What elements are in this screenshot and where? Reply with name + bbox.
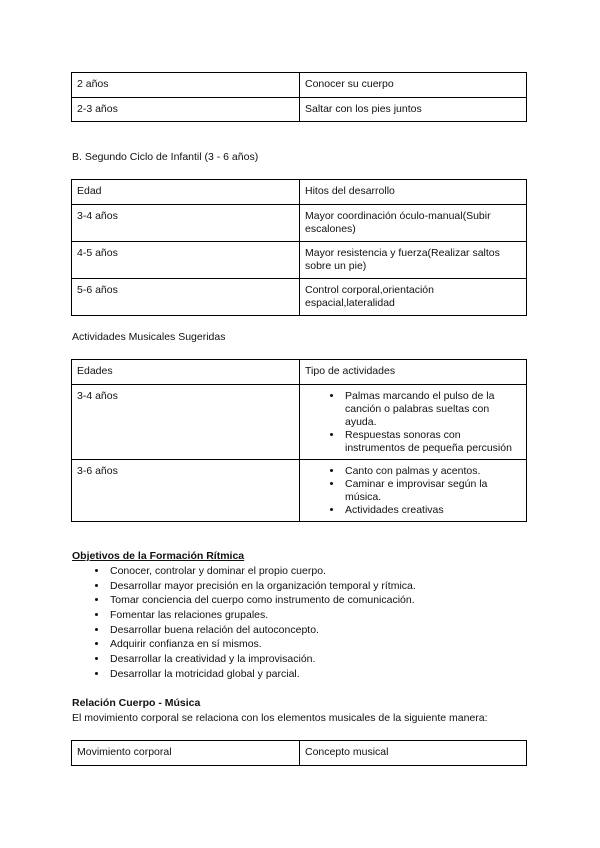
musical-activities-table	[71, 359, 527, 522]
development-milestones-table	[71, 179, 527, 316]
list-item: • Adquirir confianza en sí mismos.	[108, 637, 416, 652]
table-row	[72, 279, 527, 316]
list-item: • Caminar e improvisar según la música.	[343, 478, 521, 504]
table-cell: 5-6 años	[72, 279, 300, 316]
table-cell: Mayor coordinación óculo-manual(Subir escalones)	[300, 205, 527, 242]
table-header-cell: Concepto musical	[300, 741, 527, 766]
table-row	[72, 205, 527, 242]
section-b-title: B. Segundo Ciclo de Infantil (3 - 6 años)	[72, 151, 259, 163]
activity-list	[305, 390, 521, 455]
list-item: • Canto con palmas y acentos.	[343, 465, 521, 478]
list-item: • Desarrollar buena relación del autoconcepto.	[108, 623, 416, 638]
table-row	[72, 242, 527, 279]
list-item: • Actividades creativas	[343, 504, 521, 517]
table-cell: 3-4 años	[72, 385, 300, 460]
list-item: • Conocer, controlar y dominar el propio cuerpo.	[108, 564, 416, 579]
table-header-cell: Tipo de actividades	[300, 360, 527, 385]
relation-text: El movimiento corporal se relaciona con los elementos musicales de la siguiente manera:	[72, 712, 488, 724]
table-header-cell: Edades	[72, 360, 300, 385]
table-header-row	[72, 180, 527, 205]
age-milestones-table-1	[71, 72, 527, 122]
activity-list	[305, 465, 521, 517]
table-cell: 3-4 años	[72, 205, 300, 242]
table-cell: 3-6 años	[72, 460, 300, 522]
table-header-cell: Movimiento corporal	[72, 741, 300, 766]
table-cell	[300, 460, 527, 522]
list-item: • Fomentar las relaciones grupales.	[108, 608, 416, 623]
table-cell: 2 años	[72, 73, 300, 98]
table-cell: 4-5 años	[72, 242, 300, 279]
table-header-row	[72, 360, 527, 385]
table-header-cell: Edad	[72, 180, 300, 205]
table-cell	[300, 385, 527, 460]
list-item: • Desarrollar la motricidad global y parcial.	[108, 667, 416, 682]
table-cell: Saltar con los pies juntos	[300, 98, 527, 122]
table-row	[72, 98, 527, 122]
table-row	[72, 460, 527, 522]
body-music-table	[71, 740, 527, 766]
table-cell: Control corporal,orientación espacial,lateralidad	[300, 279, 527, 316]
table-row	[72, 385, 527, 460]
table-header-cell: Hitos del desarrollo	[300, 180, 527, 205]
table-cell: Mayor resistencia y fuerza(Realizar saltos sobre un pie)	[300, 242, 527, 279]
list-item: • Respuestas sonoras con instrumentos de pequeña percusión	[343, 429, 521, 455]
table-cell: Conocer su cuerpo	[300, 73, 527, 98]
list-item: • Desarrollar mayor precisión en la organización temporal y rítmica.	[108, 579, 416, 594]
relation-title: Relación Cuerpo - Música	[72, 697, 201, 709]
table-cell: 2-3 años	[72, 98, 300, 122]
objectives-title: Objetivos de la Formación Rítmica	[72, 550, 245, 562]
objectives-list	[72, 564, 416, 682]
activities-title: Actividades Musicales Sugeridas	[72, 331, 226, 343]
table-header-row	[72, 741, 527, 766]
table-row	[72, 73, 527, 98]
list-item: • Palmas marcando el pulso de la canción o palabras sueltas con ayuda.	[343, 390, 521, 429]
list-item: • Desarrollar la creatividad y la improvisación.	[108, 652, 416, 667]
list-item: • Tomar conciencia del cuerpo como instrumento de comunicación.	[108, 593, 416, 608]
